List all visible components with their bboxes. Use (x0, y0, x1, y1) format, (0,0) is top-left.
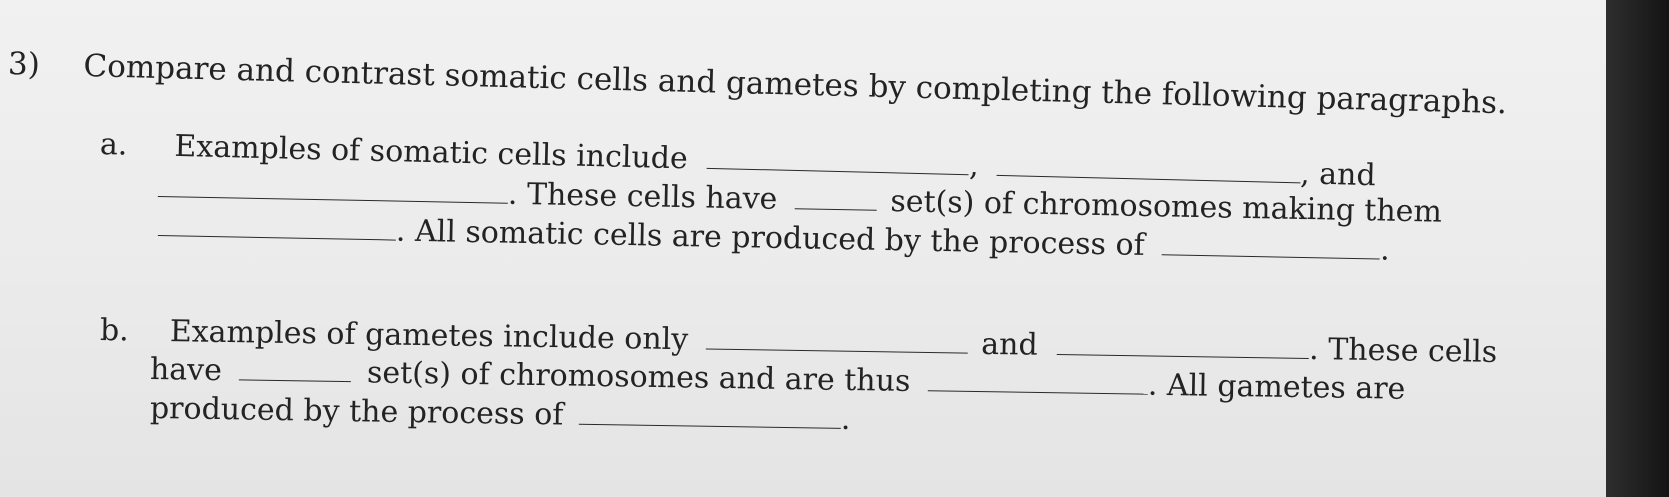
part-b-line-3 (150, 391, 851, 438)
part-a-comma: , (968, 148, 980, 184)
answer-blank-b5[interactable] (579, 402, 841, 429)
part-b-label: b. (99, 313, 130, 349)
question-prompt: Compare and contrast somatic cells and gametes by completing the following paragraphs. (83, 47, 1508, 122)
answer-blank-a5[interactable] (158, 213, 396, 241)
question-number: 3) (7, 46, 41, 83)
part-a-line1-text: Examples of somatic cells include (174, 128, 689, 177)
answer-blank-a4[interactable] (795, 186, 877, 211)
photo-background-edge (1606, 0, 1669, 497)
question-line (8, 46, 1508, 121)
part-b-line1-text: Examples of gametes include only (169, 314, 689, 358)
answer-blank-b4[interactable] (928, 368, 1148, 394)
answer-blank-b1[interactable] (706, 327, 968, 354)
part-b-line3-end: . (840, 401, 851, 438)
part-b-line3-text: produced by the process of (149, 391, 564, 433)
part-b-line1-mid: and (980, 326, 1038, 363)
part-a-line2-text2: set(s) of chromosomes making them (890, 184, 1443, 230)
answer-blank-a3[interactable] (158, 174, 508, 204)
answer-blank-b2[interactable] (1057, 332, 1309, 359)
answer-blank-a1[interactable] (707, 146, 969, 175)
part-a-label: a. (99, 127, 128, 163)
answer-blank-a6[interactable] (1162, 232, 1380, 259)
answer-blank-b3[interactable] (239, 357, 351, 382)
part-b-line1-end: . These cells (1308, 331, 1498, 370)
part-b-line2-text1: have (149, 352, 223, 389)
part-a-line1-end: , and (1299, 156, 1377, 194)
part-a-line2-text1: . These cells have (507, 176, 778, 217)
part-b-line2-text2: set(s) of chromosomes and are thus (366, 355, 911, 399)
part-a-line3-end: . (1379, 232, 1391, 268)
part-a-line3-text1: . All somatic cells are produced by the process of (395, 213, 1146, 263)
part-b-line2-end: . All gametes are (1147, 367, 1406, 407)
answer-blank-a2[interactable] (996, 153, 1300, 183)
